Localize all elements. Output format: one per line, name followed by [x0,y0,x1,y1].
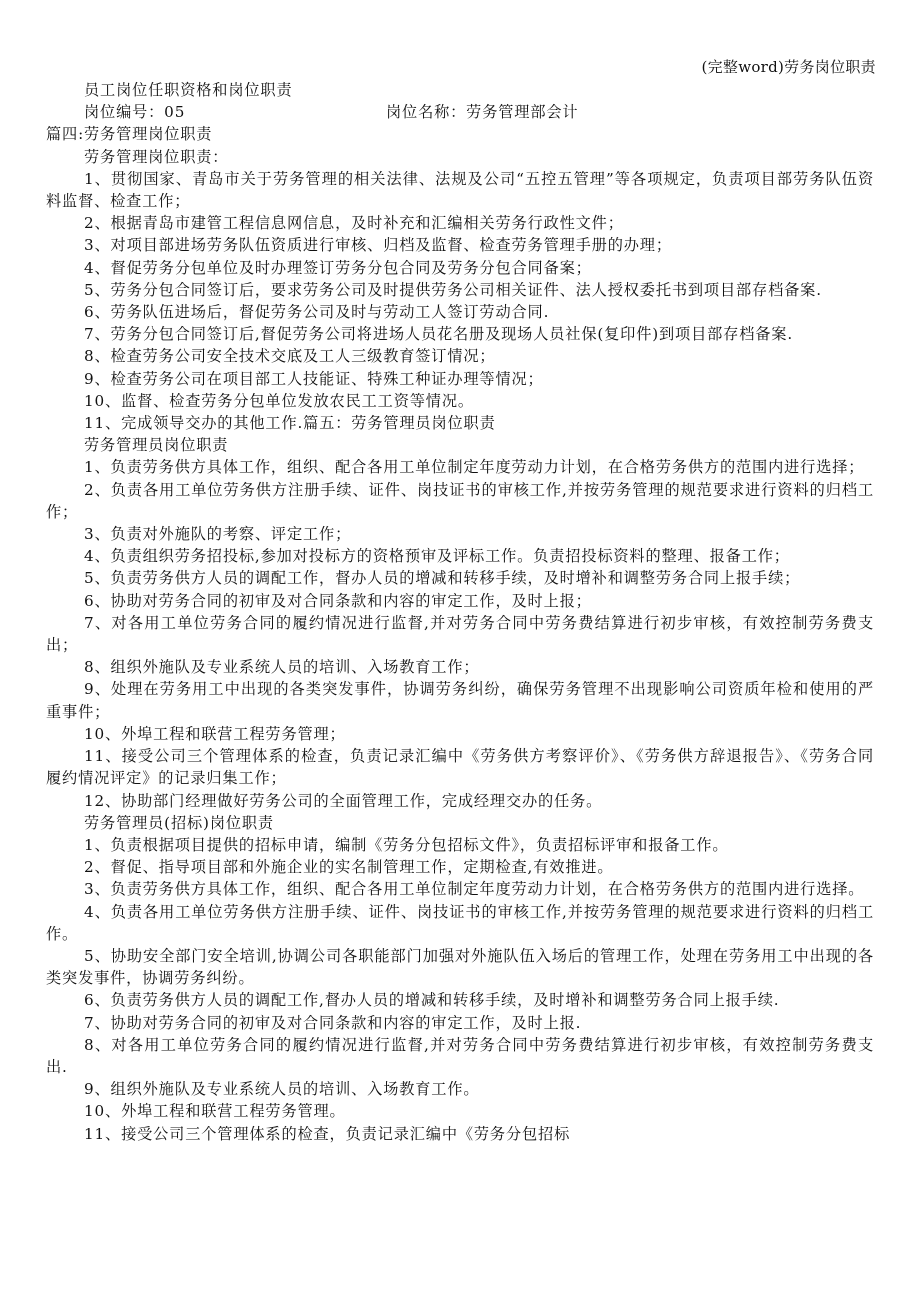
paragraph: 劳务管理岗位职责： [84,147,229,166]
paragraph: 10、外埠工程和联营工程劳务管理； [84,724,346,743]
paragraph: 10、外埠工程和联营工程劳务管理。 [84,1102,346,1121]
paragraph: 3、对项目部进场劳务队伍资质进行审核、归档及监督、检查劳务管理手册的办理； [84,236,672,255]
paragraph: 9、检查劳务公司在项目部工人技能证、特殊工种证办理等情况； [84,369,544,388]
post-number: 岗位编号：05 [84,103,186,122]
paragraph: 5、劳务分包合同签订后，要求劳务公司及时提供劳务公司相关证件、法人授权委托书到项目部存档备案. [84,280,822,299]
paragraph: 4、负责各用工单位劳务供方注册手续、证件、岗技证书的审核工作,并按劳务管理的规范要求进行资料的归档工作。 [46,902,874,943]
post-name: 岗位名称：劳务管理部会计 [386,103,579,122]
paragraph: 7、协助对劳务合同的初审及对合同条款和内容的审定工作，及时上报. [84,1013,582,1032]
paragraph: 5、负责劳务供方人员的调配工作，督办人员的增减和转移手续，及时增补和调整劳务合同上报手续； [84,569,801,588]
paragraph: 劳务管理员岗位职责 [84,436,229,455]
paragraph: 5、协助安全部门安全培训,协调公司各职能部门加强对外施队伍入场后的管理工作，处理在劳务用工中出现的各类突发事件，协调劳务纠纷。 [46,946,874,988]
paragraph: 6、劳务队伍进场后，督促劳务公司及时与劳动工人签订劳动合同. [84,303,550,322]
paragraph: 11、接受公司三个管理体系的检查，负责记录汇编中《劳务供方考察评价》、《劳务供方辞退报告》、《劳务合同履约情况评定》的记录归集工作； [46,747,874,788]
paragraph: 2、督促、指导项目部和外施企业的实名制管理工作，定期检查,有效推进。 [84,858,614,877]
paragraph: 劳务管理员(招标)岗位职责 [84,813,274,832]
section-subtitle: 员工岗位任职资格和岗位职责 [84,81,293,99]
paragraph: 4、负责组织劳务招投标,参加对投标方的资格预审及评标工作。负责招投标资料的整理、报备工作； [84,547,790,566]
document-body [46,79,874,1145]
paragraph: 篇四:劳务管理岗位职责 [46,125,213,144]
paragraph: 7、对各用工单位劳务合同的履约情况进行监督,并对劳务合同中劳务费结算进行初步审核，有效控制劳务费支出； [46,613,874,655]
paragraph: 8、组织外施队及专业系统人员的培训、入场教育工作； [84,658,480,677]
paragraph: 3、负责劳务供方具体工作，组织、配合各用工单位制定年度劳动力计划，在合格劳务供方的范围内进行选择。 [84,880,865,899]
paragraph: 8、对各用工单位劳务合同的履约情况进行监督,并对劳务合同中劳务费结算进行初步审核，有效控制劳务费支出. [46,1035,874,1076]
paragraph: 9、组织外施队及专业系统人员的培训、入场教育工作。 [84,1080,480,1099]
paragraph: 11、完成领导交办的其他工作.篇五：劳务管理员岗位职责 [84,414,496,433]
paragraph: 3、负责对外施队的考察、评定工作； [84,525,352,544]
paragraph: 12、协助部门经理做好劳务公司的全面管理工作，完成经理交办的任务。 [84,791,603,810]
paragraph: 11、接受公司三个管理体系的检查，负责记录汇编中《劳务分包招标 [84,1124,571,1143]
paragraph: 8、检查劳务公司安全技术交底及工人三级教育签订情况； [84,347,496,366]
post-info-line [46,101,874,123]
paragraph: 1、贯彻国家、青岛市关于劳务管理的相关法律、法规及公司“五控五管理”等各项规定，负责项目部劳务队伍资料监督、检查工作； [46,169,874,211]
paragraph: 9、处理在劳务用工中出现的各类突发事件，协调劳务纠纷，确保劳务管理不出现影响公司资质年检和使用的严重事件； [46,680,874,721]
paragraph-list [46,123,874,1144]
paragraph: 1、负责根据项目提供的招标申请，编制《劳务分包招标文件》，负责招标评审和报备工作。 [84,835,729,854]
paragraph: 10、监督、检查劳务分包单位发放农民工工资等情况。 [84,391,474,410]
paragraph: 1、负责劳务供方具体工作，组织、配合各用工单位制定年度劳动力计划，在合格劳务供方的范围内进行选择； [84,458,865,477]
paragraph: 2、根据青岛市建管工程信息网信息，及时补充和汇编相关劳务行政性文件； [84,214,624,233]
paragraph: 2、负责各用工单位劳务供方注册手续、证件、岗技证书的审核工作,并按劳务管理的规范要求进行资料的归档工作； [46,480,874,521]
paragraph: 4、督促劳务分包单位及时办理签订劳务分包合同及劳务分包合同备案； [84,258,592,277]
paragraph: 6、负责劳务供方人员的调配工作,督办人员的增减和转移手续，及时增补和调整劳务合同上报手续. [84,991,780,1010]
paragraph: 6、协助对劳务合同的初审及对合同条款和内容的审定工作，及时上报； [84,591,592,610]
document-header-title: (完整word)劳务岗位职责 [701,58,876,76]
paragraph: 7、劳务分包合同签订后,督促劳务公司将进场人员花名册及现场人员社保(复印件)到项目部存档备案. [84,325,793,344]
